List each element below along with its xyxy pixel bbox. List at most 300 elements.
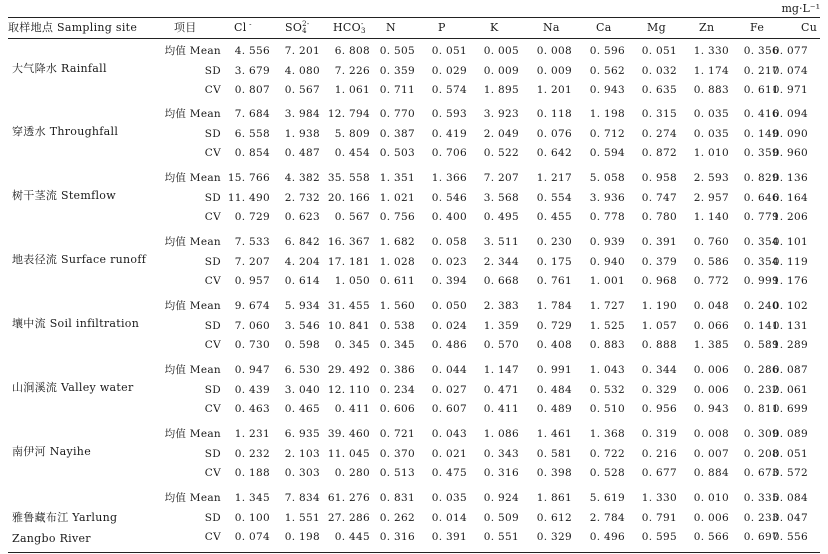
table-cell: 0. 335 [743,492,779,504]
table-cell: 0. 048 [693,300,729,312]
table-cell: 0. 940 [589,255,625,268]
row-item-label: 均值 Mean [164,428,221,440]
table-cell: 0. 058 [431,236,467,248]
table-cell: 1. 345 [234,492,270,504]
table-cell: 0. 968 [641,275,677,287]
table-cell: 0. 943 [589,84,625,96]
table-cell: 0. 722 [589,447,625,460]
table-cell: 1. 727 [589,300,625,312]
table-cell: 1. 368 [589,428,625,440]
table-cell: 0. 286 [743,364,779,376]
table-cell: 0. 596 [589,45,625,57]
table-cell: 1. 086 [483,428,519,440]
table-cell: 0. 379 [641,255,677,268]
table-cell: 0. 570 [483,339,519,351]
table-cell: 0. 554 [536,191,572,204]
table-cell: 2. 593 [693,172,729,184]
table-cell: 5. 934 [284,300,320,312]
table-cell: 0. 419 [431,127,467,140]
table-cell: 0. 445 [334,531,370,543]
table-cell: 0. 309 [743,428,779,440]
table-cell: 2. 784 [589,511,625,524]
table-cell: 5. 619 [589,492,625,504]
table-cell: 0. 010 [693,492,729,504]
table-cell: 0. 094 [772,108,808,120]
table-cell: 0. 699 [772,403,808,415]
table-cell: 0. 729 [234,211,270,223]
table-cell: 0. 035 [693,108,729,120]
table-cell: 3. 040 [284,383,320,396]
table-cell: 6. 808 [334,45,370,57]
table-cell: 0. 021 [431,447,467,460]
header-col-cl: Cl - [234,20,252,34]
site-label: 大气降水 Rainfall [12,61,107,75]
table-cell: 0. 513 [379,467,415,479]
row-item-label: 均值 Mean [164,45,221,57]
table-cell: 27. 286 [327,511,370,524]
table-cell: 1. 560 [379,300,415,312]
table-cell: 7. 834 [284,492,320,504]
table-cell: 0. 005 [483,45,519,57]
table-cell: 4. 204 [284,255,320,268]
site-label: 雅鲁藏布江 Yarlung [12,510,118,524]
table-cell: 1. 176 [772,275,808,287]
table-cell: 5. 809 [334,127,370,140]
table-cell: 3. 984 [284,108,320,120]
table-cell: 0. 566 [693,531,729,543]
site-label: 树干茎流 Stemflow [12,188,116,202]
table-cell: 3. 568 [483,191,519,204]
table-cell: 0. 510 [589,403,625,415]
table-cell: 6. 558 [234,127,270,140]
table-cell: 6. 842 [284,236,320,248]
table-cell: 0. 274 [641,127,677,140]
site-label: 穿透水 Throughfall [12,124,119,138]
table-cell: 39. 460 [327,428,370,440]
table-cell: 0. 586 [693,255,729,268]
table-cell: 0. 240 [743,300,779,312]
table-cell: 0. 581 [536,447,572,460]
table-cell: 0. 595 [641,531,677,543]
table-cell: 2. 344 [483,255,519,268]
table-cell: 11. 490 [227,191,270,204]
row-item-label: 均值 Mean [164,364,221,376]
table-cell: 1. 198 [589,108,625,120]
table-cell: 4. 080 [284,64,320,77]
table-cell: 3. 679 [234,64,270,77]
table-cell: 0. 721 [379,428,415,440]
table-cell: 0. 562 [589,64,625,77]
table-cell: 31. 455 [327,300,370,312]
table-cell: 0. 411 [483,403,519,415]
table-cell: 1. 021 [379,191,415,204]
table-cell: 1. 385 [693,339,729,351]
table-cell: 0. 032 [641,64,677,77]
table-cell: 0. 947 [234,364,270,376]
table-cell: 1. 174 [693,64,729,77]
table-cell: 0. 359 [743,147,779,159]
table-cell: 0. 761 [536,275,572,287]
table-cell: 0. 958 [641,172,677,184]
table-cell: 0. 614 [284,275,320,287]
table-cell: 2. 732 [284,191,320,204]
table-cell: 0. 047 [772,511,808,524]
table-cell: 7. 201 [284,45,320,57]
table-cell: 0. 234 [379,383,415,396]
table-cell: 0. 408 [536,339,572,351]
table-cell: 1. 010 [693,147,729,159]
site-label: 地表径流 Surface runoff [12,252,147,266]
row-item-label: SD [204,383,221,396]
table-cell: 0. 646 [743,191,779,204]
table-cell: 0. 216 [641,447,677,460]
row-item-label: 均值 Mean [164,108,221,120]
table-cell: 0. 416 [743,108,779,120]
table-cell: 0. 006 [693,383,729,396]
table-cell: 0. 635 [641,84,677,96]
table-cell: 3. 936 [589,191,625,204]
table-cell: 0. 029 [431,64,467,77]
table-cell: 0. 611 [379,275,415,287]
table-cell: 1. 147 [483,364,519,376]
table-cell: 0. 778 [589,211,625,223]
table-cell: 0. 486 [431,339,467,351]
table-cell: 0. 316 [483,467,519,479]
table-cell: 0. 356 [743,45,779,57]
table-cell: 0. 924 [483,492,519,504]
table-cell: 0. 991 [536,364,572,376]
table-cell: 0. 035 [693,127,729,140]
header-col-so: SO 2- 4 [285,20,310,35]
table-cell: 0. 024 [431,319,467,332]
table-cell: 1. 289 [772,339,808,351]
table-cell: 1. 061 [334,84,370,96]
table-cell: 0. 217 [743,64,779,77]
table-cell: 0. 066 [693,319,729,332]
table-cell: 0. 391 [641,236,677,248]
row-item-label: CV [204,339,221,351]
table-cell: 1. 050 [334,275,370,287]
table-cell: 0. 943 [693,403,729,415]
table-cell: 0. 706 [431,147,467,159]
table-cell: 1. 330 [693,45,729,57]
table-cell: 0. 008 [536,45,572,57]
table-cell: 0. 343 [483,447,519,460]
table-cell: 0. 084 [772,492,808,504]
table-cell: 0. 119 [772,255,808,268]
header-col-mg: Mg [647,21,666,34]
row-item-label: 均值 Mean [164,492,221,504]
table-cell: 7. 060 [234,319,270,332]
row-item-label: CV [204,211,221,223]
table-cell: 0. 807 [234,84,270,96]
table-cell: 0. 487 [284,147,320,159]
row-item-label: 均值 Mean [164,300,221,312]
table-cell: 0. 957 [234,275,270,287]
table-cell: 0. 411 [334,403,370,415]
row-item-label: CV [204,467,221,479]
row-item-label: CV [204,403,221,415]
table-cell: 0. 198 [284,531,320,543]
row-item-label: CV [204,84,221,96]
table-cell: 9. 674 [234,300,270,312]
table-cell: 1. 784 [536,300,572,312]
table-cell: 0. 319 [641,428,677,440]
table-cell: 0. 747 [641,191,677,204]
table-cell: 0. 329 [536,531,572,543]
table-cell: 1. 525 [589,319,625,332]
table-cell: 0. 051 [641,45,677,57]
header-col-p: P [438,21,446,34]
table-cell: 0. 484 [536,383,572,396]
table-cell: 0. 043 [431,428,467,440]
table-cell: 7. 533 [234,236,270,248]
table-cell: 3. 511 [483,236,519,248]
table-cell: 2. 103 [284,447,320,460]
table-cell: 0. 387 [379,127,415,140]
table-cell: 0. 345 [379,339,415,351]
table-cell: 0. 061 [772,383,808,396]
table-cell: 0. 831 [379,492,415,504]
table-cell: 0. 598 [284,339,320,351]
table-cell: 0. 455 [536,211,572,223]
table-cell: 0. 087 [772,364,808,376]
header-col-na: Na [543,21,560,34]
table-cell: 1. 861 [536,492,572,504]
table-cell: 0. 400 [431,211,467,223]
table-cell: 0. 509 [483,511,519,524]
table-cell: 1. 201 [536,84,572,96]
header-site: 取样地点 Sampling site [8,21,138,34]
table-cell: 0. 344 [641,364,677,376]
table-cell: 1. 351 [379,172,415,184]
table-cell: 15. 766 [227,172,270,184]
table-cell: 0. 027 [431,383,467,396]
table-cell: 0. 884 [693,467,729,479]
table-cell: 1. 231 [234,428,270,440]
row-item-label: SD [204,255,221,268]
table-cell: 29. 492 [327,364,370,376]
row-item-label: SD [204,319,221,332]
table-cell: 0. 232 [234,447,270,460]
table-bottom-rule [8,552,820,553]
table-cell: 0. 454 [334,147,370,159]
table-cell: 7. 207 [483,172,519,184]
table-cell: 1. 217 [536,172,572,184]
table-cell: 0. 594 [589,147,625,159]
table-cell: 0. 567 [284,84,320,96]
table-cell: 0. 090 [772,127,808,140]
table-cell: 0. 359 [379,64,415,77]
table-cell: 0. 999 [743,275,779,287]
table-cell: 0. 101 [772,236,808,248]
table-cell: 0. 141 [743,319,779,332]
table-cell: 3. 923 [483,108,519,120]
table-cell: 0. 230 [536,236,572,248]
row-item-label: CV [204,275,221,287]
table-cell: 0. 712 [589,127,625,140]
row-item-label: SD [204,511,221,524]
table-cell: 0. 008 [693,428,729,440]
table-cell: 0. 439 [234,383,270,396]
row-item-label: CV [204,147,221,159]
table-cell: 0. 572 [772,467,808,479]
table-cell: 0. 006 [693,364,729,376]
table-cell: 0. 551 [483,531,519,543]
table-cell: 0. 888 [641,339,677,351]
table-cell: 0. 136 [772,172,808,184]
table-cell: 1. 206 [772,211,808,223]
table-cell: 0. 780 [641,211,677,223]
table-cell: 6. 935 [284,428,320,440]
table-cell: 0. 208 [743,447,779,460]
table-cell: 0. 496 [589,531,625,543]
table-cell: 0. 611 [743,84,779,96]
table-cell: 0. 668 [483,275,519,287]
table-cell: 0. 760 [693,236,729,248]
table-cell: 1. 057 [641,319,677,332]
table-cell: 0. 770 [379,108,415,120]
table-cell: 0. 505 [379,45,415,57]
table-cell: 61. 276 [327,492,370,504]
table-cell: 0. 077 [772,45,808,57]
table-cell: 4. 382 [284,172,320,184]
row-item-label: SD [204,127,221,140]
table-cell: 0. 730 [234,339,270,351]
table-cell: 0. 711 [379,84,415,96]
table-cell: 0. 522 [483,147,519,159]
site-label: Zangbo River [12,532,91,545]
table-cell: 0. 556 [772,531,808,543]
row-item-label: SD [204,64,221,77]
table-cell: 1. 043 [589,364,625,376]
table-cell: 11. 045 [327,447,370,460]
table-cell: 0. 089 [772,428,808,440]
table-cell: 0. 316 [379,531,415,543]
table-cell: 0. 489 [536,403,572,415]
table-cell: 2. 049 [483,127,519,140]
table-cell: 0. 772 [693,275,729,287]
unit-label: mg·L⁻¹ [781,2,820,15]
table-cell: 5. 058 [589,172,625,184]
table-cell: 0. 829 [743,172,779,184]
header-col-ca: Ca [596,21,612,34]
table-cell: 0. 074 [234,531,270,543]
table-cell: 0. 280 [334,467,370,479]
table-cell: 10. 841 [327,319,370,332]
table-cell: 2. 383 [483,300,519,312]
row-item-label: SD [204,191,221,204]
table-cell: 0. 118 [536,108,572,120]
table-cell: 0. 503 [379,147,415,159]
table-cell: 1. 682 [379,236,415,248]
table-cell: 1. 190 [641,300,677,312]
table-cell: 0. 232 [743,383,779,396]
table-cell: 0. 354 [743,236,779,248]
table-cell: 6. 530 [284,364,320,376]
table-cell: 0. 051 [772,447,808,460]
table-cell: 1. 938 [284,127,320,140]
table-cell: 0. 528 [589,467,625,479]
table-cell: 0. 007 [693,447,729,460]
table-cell: 0. 532 [589,383,625,396]
table-cell: 0. 642 [536,147,572,159]
table-cell: 0. 475 [431,467,467,479]
table-cell: 1. 551 [284,511,320,524]
table-cell: 0. 956 [641,403,677,415]
table-cell: 0. 051 [431,45,467,57]
header-col-cu: Cu [801,21,818,34]
table-cell: 0. 009 [536,64,572,77]
table-cell: 0. 006 [693,511,729,524]
table-cell: 0. 102 [772,300,808,312]
table-cell: 20. 166 [327,191,370,204]
table-cell: 0. 303 [284,467,320,479]
table-cell: 0. 779 [743,211,779,223]
table-cell: 0. 883 [693,84,729,96]
table-cell: 0. 329 [641,383,677,396]
table-cell: 0. 465 [284,403,320,415]
table-cell: 0. 791 [641,511,677,524]
table-cell: 0. 315 [641,108,677,120]
table-cell: 7. 226 [334,64,370,77]
table-cell: 0. 872 [641,147,677,159]
header-col-hco: HCO - 3 [333,20,366,35]
table-cell: 0. 623 [284,211,320,223]
table-cell: 0. 673 [743,467,779,479]
table-cell: 7. 684 [234,108,270,120]
table-cell: 0. 164 [772,191,808,204]
table-cell: 0. 574 [431,84,467,96]
table-cell: 0. 035 [431,492,467,504]
table-cell: 0. 677 [641,467,677,479]
row-item-label: CV [204,531,221,543]
table-cell: 0. 345 [334,339,370,351]
site-label: 壤中流 Soil infiltration [12,316,140,330]
table-header-rule [8,38,820,39]
table-cell: 0. 546 [431,191,467,204]
table-cell: 0. 023 [431,255,467,268]
table-cell: 0. 233 [743,511,779,524]
table-cell: 0. 131 [772,319,808,332]
table-cell: 0. 386 [379,364,415,376]
table-cell: 0. 398 [536,467,572,479]
table-cell: 0. 883 [589,339,625,351]
table-cell: 0. 463 [234,403,270,415]
table-cell: 0. 495 [483,211,519,223]
table-cell: 16. 367 [327,236,370,248]
table-cell: 0. 729 [536,319,572,332]
table-cell: 17. 181 [327,255,370,268]
row-item-label: 均值 Mean [164,236,221,248]
table-cell: 0. 854 [234,147,270,159]
table-cell: 0. 100 [234,511,270,524]
table-cell: 0. 960 [772,147,808,159]
table-cell: 0. 044 [431,364,467,376]
table-cell: 0. 606 [379,403,415,415]
table-cell: 0. 370 [379,447,415,460]
table-cell: 0. 262 [379,511,415,524]
table-cell: 1. 461 [536,428,572,440]
table-cell: 0. 538 [379,319,415,332]
table-cell: 4. 556 [234,45,270,57]
header-col-k: K [490,21,499,34]
table-cell: 12. 110 [327,383,370,396]
table-cell: 0. 076 [536,127,572,140]
table-cell: 1. 359 [483,319,519,332]
table-cell: 0. 811 [743,403,779,415]
header-col-zn: Zn [699,21,715,34]
